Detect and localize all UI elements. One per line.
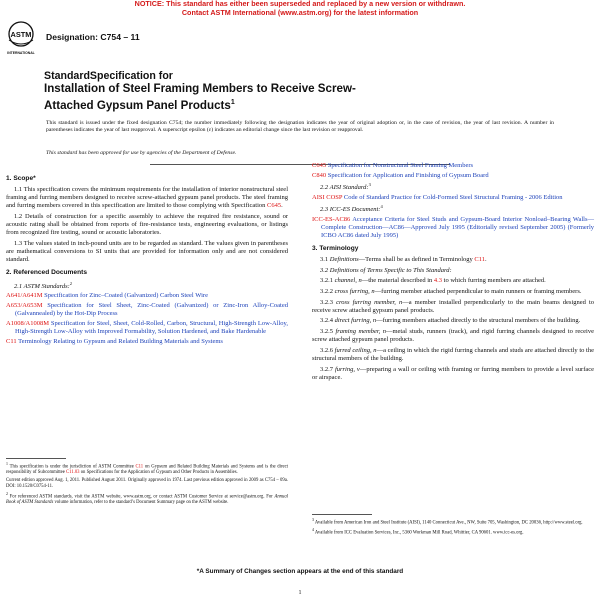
para-3-2-1: 3.2.1 channel, n—the material described in 4.3 to which furring members are attached. bbox=[320, 277, 546, 285]
footnote-4: $^4$ Available from ICC Evaluation Services, Inc., 5360 Workman Mill Road, Whittier, CA 90601. www.icc-es.org. bbox=[312, 528, 524, 536]
footnote-2: $^2$ For referenced ASTM standards, visit the ASTM website, www.astm.org, or contact ASTM Customer Service at service@astm.org. For Annual Book of ASTM Standards volume information, refer to the standard’s Document Summary page on the ASTM website. bbox=[6, 491, 289, 506]
para-3-2-7: 3.2.7 furring, v—preparing a wall or ceiling with framing or furring members to provide a level surface or airspace. bbox=[312, 365, 595, 381]
left-column bbox=[6, 170, 288, 347]
referenced-documents-heading: 2. Referenced Documents bbox=[6, 269, 87, 277]
footnotes-right bbox=[312, 518, 594, 539]
logo-subtext: INTERNATIONAL bbox=[7, 51, 35, 55]
para-3-2-2: 3.2.2 cross furring, n—furring member attached perpendicular to main runners or framing members. bbox=[320, 288, 582, 295]
withdrawn-notice bbox=[0, 0, 600, 17]
para-1-1: 1.1 This specification covers the minimum requirements for the installation of interior nonstructural steel framing and furring members designed to receive screw-attached gypsum panel products. The steel framing and furring members covered in this specification are limited to those complying with Specification C645. bbox=[6, 186, 288, 210]
aisi-standard-label: 2.2 AISI Standard:$^3$ bbox=[320, 182, 371, 192]
para-3-2-3: 3.2.3 cross furring member, n—a member installed perpendicularly to the main beams designed to receive screw attached gypsum panel products. bbox=[312, 298, 594, 314]
notice-line-2: Contact ASTM International (www.astm.org) for the latest information bbox=[181, 7, 419, 17]
terminology-heading: 3. Terminology bbox=[312, 244, 359, 252]
ref-aisi-cosp[interactable]: AISI COSP Code of Standard Practice for Cold-Formed Steel Structural Framing - 2006 Edition bbox=[312, 193, 563, 201]
para-1-3: 1.3 The values stated in inch-pound units are to be regarded as standard. The values given in parentheses are mathematical conversions to SI units that are provided for information only and are not considered standard. bbox=[6, 239, 288, 264]
summary-of-changes-note: *A Summary of Changes section appears at the end of this standard bbox=[196, 568, 404, 575]
page-number: 1 bbox=[298, 590, 302, 596]
document-title bbox=[44, 70, 564, 112]
astm-standards-label: 2.1 ASTM Standards:$^2$ bbox=[14, 281, 73, 291]
para-3-2-5: 3.2.5 framing member, n—metal studs, runners (track), and rigid furring channels designed to receive screw attached gypsum panel products. bbox=[312, 328, 595, 344]
para-3-2-4: 3.2.4 direct furring, n—furring members attached directly to the structural members of the building. bbox=[320, 317, 581, 325]
astm-logo bbox=[6, 18, 36, 64]
title-line-1: StandardSpecification for bbox=[44, 70, 173, 82]
para-3-2-6: 3.2.6 furred ceiling, n—a ceiling in which the rigid furring channels and studs are attached directly to the structural members of the building. bbox=[312, 346, 594, 363]
ref-a641[interactable]: A641/A641M Specification for Zinc–Coated (Galvanized) Carbon Steel Wire bbox=[6, 292, 208, 300]
para-3-2: 3.2 Definitions of Terms Specific to This Standard: bbox=[320, 266, 452, 274]
ref-a1008[interactable]: A1008/A1008M Specification for Steel, Sheet, Cold-Rolled, Carbon, Structural, High-Strength Low-Alloy, High-Strength Low-Alloy with Improved Formability, Solution Hardened, and Bake Hardenable bbox=[6, 319, 288, 336]
footnote-1-edition: Current edition approved Aug. 1, 2011. Published August 2011. Originally approved in 1974. Last previous edition approved in 2009 as C754 – 09a. DOI: 10.1520/C0754-11. bbox=[6, 478, 288, 489]
para-3-1: 3.1 Definitions—Terms shall be as defined in Terminology C11. bbox=[320, 255, 487, 263]
right-column bbox=[312, 162, 594, 385]
ref-c11[interactable]: C11 Terminology Relating to Gypsum and Related Building Materials and Systems bbox=[6, 337, 223, 345]
title-footnote-mark: 1 bbox=[230, 98, 235, 106]
scope-heading: 1. Scope* bbox=[6, 175, 36, 182]
footnote-1: $^1$ This specification is under the jurisdiction of ASTM Committee C11 on Gypsum and Related Building Materials and Systems and is the direct responsibility of Subcommittee C11.03 on Specifications for the Application of Gypsum and Other Products in Assemblies. bbox=[6, 462, 288, 476]
ref-link-4-3[interactable]: 4.3 bbox=[433, 277, 443, 285]
ref-icc-es-ac86[interactable]: ICC-ES-AC86 Acceptance Criteria for Steel Studs and Gypsum-Board Interior Nonload–Bearing Walls—Complete Construction—AC86—Approved July 1995 (Editorially revised September 2005) (Formerly ICBO AC86 dated July 1995) bbox=[312, 215, 594, 239]
standard-issue-note: This standard is issued under the fixed designation C754; the number immediately following the designation indicates the year of original adoption or, in the case of revision, the year of last revision. A number in parentheses indicates the year of last reapproval. A superscript epsilon (ε) indicates an editorial change since the last revision or reapproval. bbox=[46, 120, 554, 134]
footnote-divider-left bbox=[6, 458, 66, 459]
icc-document-label: 2.3 ICC-ES Document:$^4$ bbox=[320, 204, 383, 214]
ref-c840[interactable]: C840 Specification for Application and Finishing of Gypsum Board bbox=[312, 171, 489, 179]
footnotes-left bbox=[6, 462, 288, 508]
logo-text: ASTM bbox=[10, 30, 32, 39]
designation: Designation: C754 – 11 bbox=[46, 32, 140, 42]
ref-a653[interactable]: A653/A653M Specification for Steel Sheet, Zinc-Coated (Galvanized) or Zinc-Iron Alloy-Coated (Galvannealed) by the Hot-Dip Process bbox=[6, 302, 288, 318]
footnote-divider-right bbox=[312, 514, 372, 515]
para-1-2: 1.2 Details of construction for a specific assembly to achieve the required fire resistance, sound or acoustic rating shall be obtained from reports of fire-resistance tests, engineering evaluations, or listings from recognized fire testing, sound or acoustic laboratories. bbox=[6, 212, 288, 237]
title-line-2: Installation of Steel Framing Members to Receive Screw- bbox=[44, 82, 356, 95]
title-line-3: Attached Gypsum Panel Products$^1$ bbox=[44, 98, 235, 112]
ref-c645[interactable]: C645 Specification for Nonstructural Steel Framing Members bbox=[312, 162, 474, 169]
footnote-3: $^3$ Available from American Iron and Steel Institute (AISI), 1140 Connecticut Ave., NW, Suite 705, Washington, DC 20036, http://www.steel.org. bbox=[312, 518, 583, 526]
notice-line-1: NOTICE: This standard has either been superseded and replaced by a new version or withdrawn. bbox=[134, 0, 466, 8]
dod-approval-note: This standard has been approved for use by agencies of the Department of Defense. bbox=[46, 150, 237, 156]
ref-link-c11[interactable]: C11 bbox=[474, 255, 486, 263]
ref-link-c645[interactable]: C645 bbox=[267, 202, 282, 210]
